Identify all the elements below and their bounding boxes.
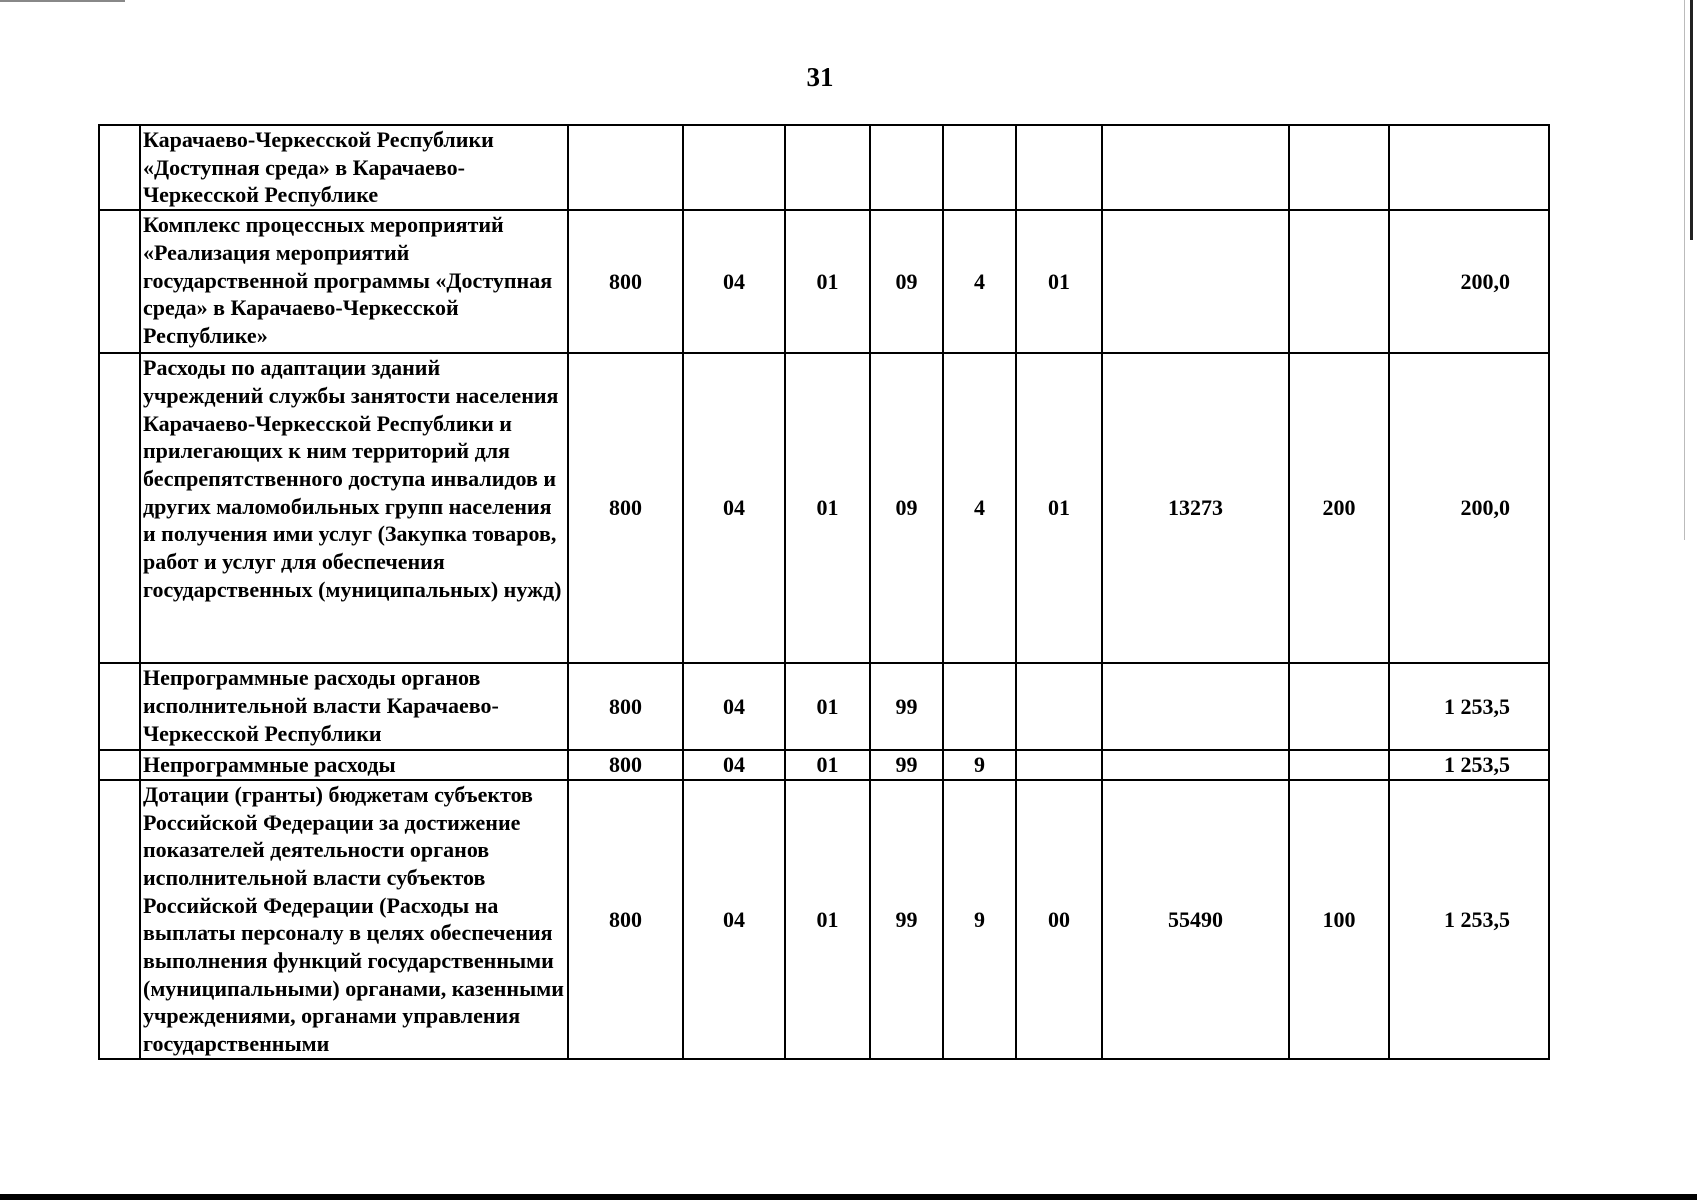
scan-edge-bar	[0, 1194, 1697, 1200]
direction-code	[1102, 125, 1289, 210]
item-name: Расходы по адаптации зданий учреждений службы занятости населения Карачаево-Черкесской Республики и прилегающих к ним территорий для беспрепятственного доступа инвалидов и других маломобильных групп населения и получения ими услуг (Закупка товаров, работ и услуг для обеспечения государственных (муниципальных) нужд)	[140, 353, 568, 663]
amount: 1 253,5	[1389, 780, 1549, 1059]
row-number-cell	[99, 780, 140, 1059]
amount: 1 253,5	[1389, 663, 1549, 750]
table-row	[99, 125, 1549, 210]
expense-type-code: 100	[1289, 780, 1389, 1059]
ministry-code: 800	[568, 663, 683, 750]
section-code: 04	[683, 750, 785, 780]
section-code	[683, 125, 785, 210]
subsection-code: 01	[785, 750, 870, 780]
amount: 200,0	[1389, 353, 1549, 663]
row-number-cell	[99, 663, 140, 750]
item-name: Комплекс процессных мероприятий «Реализация мероприятий государственной программы «Доступная среда» в Карачаево-Черкесской Республике»	[140, 210, 568, 353]
subprogram-code: 4	[943, 210, 1016, 353]
direction-code	[1102, 663, 1289, 750]
item-name: Дотации (гранты) бюджетам субъектов Российской Федерации за достижение показателей деятельности органов исполнительной власти субъектов Российской Федерации (Расходы на выплаты персоналу в целях обеспечения выполнения функций государственными (муниципальными) органами, казенными учреждениями, органами управления государственными	[140, 780, 568, 1059]
direction-code	[1102, 210, 1289, 353]
row-number-cell	[99, 750, 140, 780]
item-name: Непрограммные расходы	[140, 750, 568, 780]
row-number-cell	[99, 210, 140, 353]
table-row	[99, 780, 1549, 1059]
subprogram-code	[943, 125, 1016, 210]
program-code: 09	[870, 210, 943, 353]
table-row	[99, 663, 1549, 750]
subsection-code: 01	[785, 210, 870, 353]
section-code: 04	[683, 780, 785, 1059]
event-code	[1016, 750, 1102, 780]
page-number: 31	[806, 62, 834, 92]
expense-type-code: 200	[1289, 353, 1389, 663]
table-row	[99, 750, 1549, 780]
ministry-code	[568, 125, 683, 210]
item-name: Непрограммные расходы органов исполнительной власти Карачаево-Черкесской Республики	[140, 663, 568, 750]
subprogram-code: 4	[943, 353, 1016, 663]
program-code: 99	[870, 750, 943, 780]
ministry-code: 800	[568, 750, 683, 780]
budget-table	[98, 124, 1550, 1060]
ministry-code: 800	[568, 210, 683, 353]
table-row	[99, 210, 1549, 353]
subsection-code: 01	[785, 780, 870, 1059]
expense-type-code	[1289, 125, 1389, 210]
direction-code	[1102, 750, 1289, 780]
program-code: 09	[870, 353, 943, 663]
event-code: 00	[1016, 780, 1102, 1059]
subprogram-code: 9	[943, 780, 1016, 1059]
scan-edge-line	[1684, 0, 1685, 540]
row-number-cell	[99, 353, 140, 663]
item-name: Карачаево-Черкесской Республики «Доступная среда» в Карачаево-Черкесской Республике	[140, 125, 568, 210]
direction-code: 55490	[1102, 780, 1289, 1059]
program-code: 99	[870, 780, 943, 1059]
program-code	[870, 125, 943, 210]
amount: 200,0	[1389, 210, 1549, 353]
subsection-code	[785, 125, 870, 210]
subprogram-code: 9	[943, 750, 1016, 780]
section-code: 04	[683, 210, 785, 353]
subsection-code: 01	[785, 663, 870, 750]
program-code: 99	[870, 663, 943, 750]
event-code: 01	[1016, 210, 1102, 353]
ministry-code: 800	[568, 780, 683, 1059]
ministry-code: 800	[568, 353, 683, 663]
scan-edge-line	[1690, 0, 1693, 240]
direction-code: 13273	[1102, 353, 1289, 663]
table-row	[99, 353, 1549, 663]
amount: 1 253,5	[1389, 750, 1549, 780]
section-code: 04	[683, 353, 785, 663]
subsection-code: 01	[785, 353, 870, 663]
row-number-cell	[99, 125, 140, 210]
scan-edge-line	[0, 0, 125, 2]
event-code	[1016, 663, 1102, 750]
expense-type-code	[1289, 750, 1389, 780]
subprogram-code	[943, 663, 1016, 750]
event-code	[1016, 125, 1102, 210]
expense-type-code	[1289, 663, 1389, 750]
amount	[1389, 125, 1549, 210]
section-code: 04	[683, 663, 785, 750]
expense-type-code	[1289, 210, 1389, 353]
event-code: 01	[1016, 353, 1102, 663]
